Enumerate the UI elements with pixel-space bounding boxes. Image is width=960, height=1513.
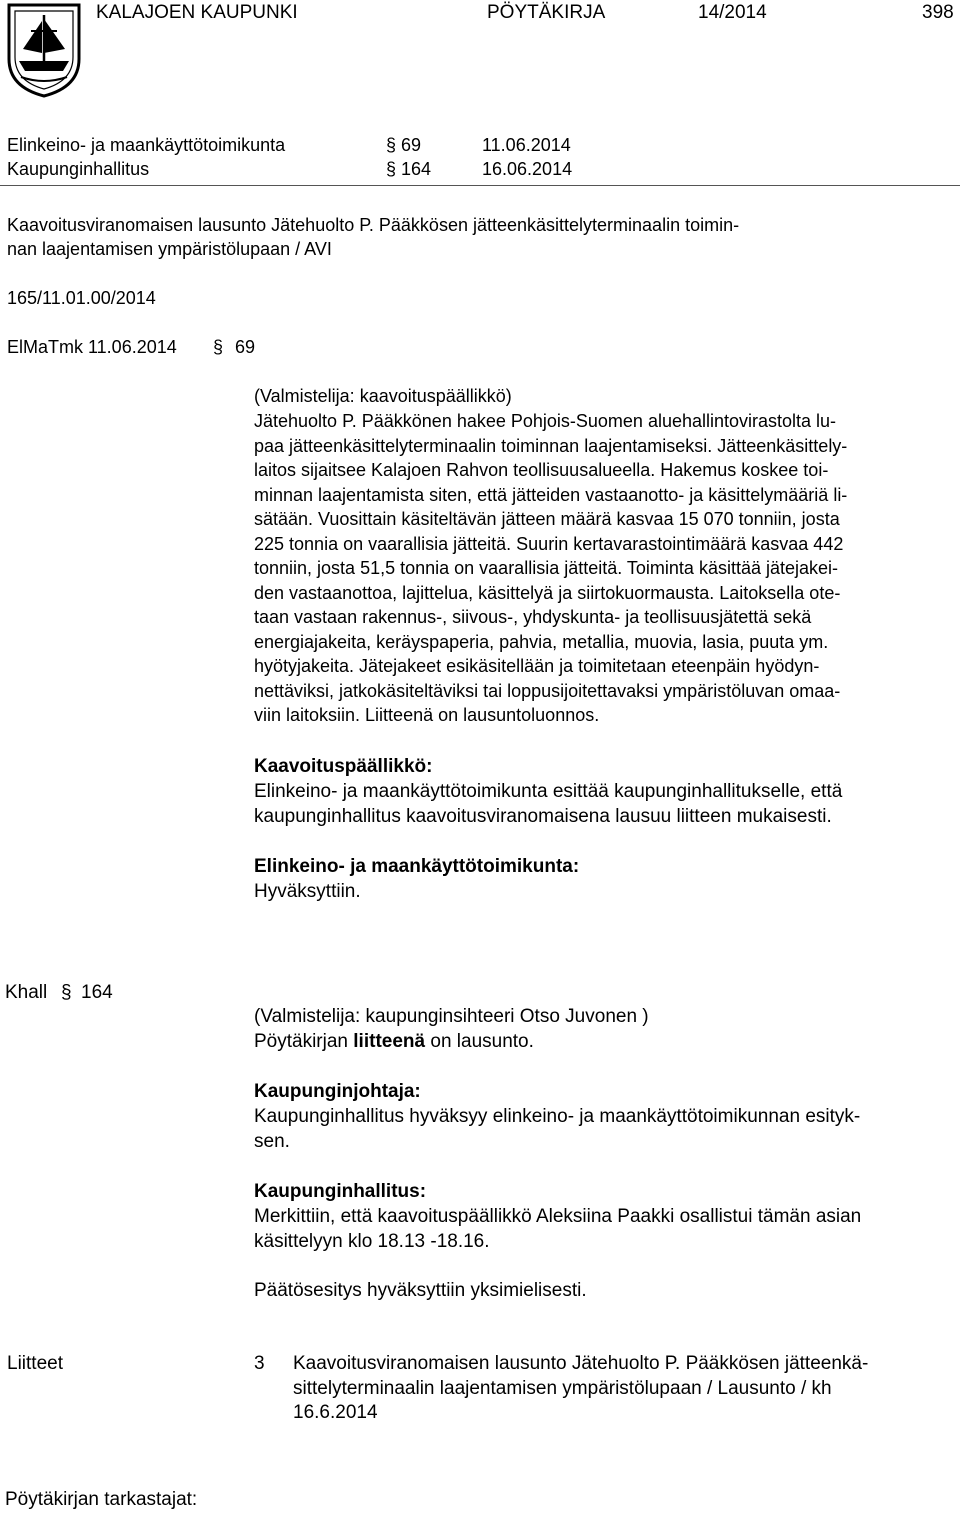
minutes-checkers-label: Pöytäkirjan tarkastajat:: [5, 1489, 198, 1510]
board-decision-heading: Kaupunginhallitus:: [254, 1181, 427, 1202]
document-number: 14/2014: [698, 2, 767, 23]
item-title-line: Kaavoitusviranomaisen lausunto Jätehuolto P. Pääkkösen jätteenkäsittelyterminaalin toimin-: [7, 215, 740, 235]
attachment-line: Kaavoitusviranomaisen lausunto Jätehuolto P. Pääkkösen jätteenkä-: [293, 1353, 869, 1374]
attachment-line: 16.6.2014: [293, 1402, 378, 1423]
attachments-label: Liitteet: [7, 1353, 63, 1374]
paragraph-line: den vastaanottoa, lajittelua, käsittelyä ja siirtokuormausta. Laitoksella ote-: [254, 582, 841, 603]
city-coat-of-arms-logo: [5, 1, 83, 99]
record-number: 165/11.01.00/2014: [7, 288, 156, 308]
meeting-date: 11.06.2014: [482, 135, 571, 155]
appendix-note-text: Pöytäkirjan: [254, 1031, 354, 1052]
paragraph-line: viin laitoksiin. Liitteenä on lausuntoluonnos.: [254, 705, 600, 725]
paragraph-line: tonniin, josta 51,5 tonnia on vaarallisia jätteitä. Toiminta käsittää jätejakei-: [254, 558, 839, 578]
preparer-note: (Valmistelija: kaavoituspäällikkö): [254, 386, 512, 406]
paragraph-line: minnan laajentamista siten, että jätteiden vastaanotto- ja käsittelymääriä li-: [254, 484, 848, 505]
manager-proposal-line: sen.: [254, 1131, 290, 1152]
appendix-note-bold: liitteenä: [353, 1031, 426, 1052]
final-decision: Päätösesitys hyväksyttiin yksimielisesti.: [254, 1280, 587, 1301]
item-title-line: nan laajentamisen ympäristölupaan / AVI: [7, 239, 332, 259]
board-label: Khall: [5, 982, 48, 1003]
committee-reference: ElMaTmk 11.06.2014: [7, 337, 177, 357]
appendix-note-text: on lausunto.: [425, 1031, 534, 1052]
paragraph-line: hyötyjakeita. Jätejakeet esikäsitellään ja toimitetaan eteenpäin hyödyn-: [254, 656, 820, 676]
attachment-number: 3: [254, 1353, 265, 1374]
manager-heading: Kaupunginjohtaja:: [254, 1081, 421, 1102]
board-section-number: 164: [81, 982, 113, 1003]
attachment-line: sittelyterminaalin laajentamisen ympäristölupaan / Lausunto / kh: [293, 1378, 832, 1399]
decision-heading: Elinkeino- ja maankäyttötoimikunta:: [254, 856, 580, 877]
appendix-note: [254, 1030, 534, 1055]
organization-name: KALAJOEN KAUPUNKI: [96, 2, 298, 23]
committee-section-number: 69: [235, 337, 256, 357]
paragraph-line: 225 tonnia on vaarallisia jätteitä. Suurin kertavarastointimäärä kasvaa 442: [254, 533, 844, 554]
meeting-body: Elinkeino- ja maankäyttötoimikunta: [7, 135, 286, 155]
document-type: PÖYTÄKIRJA: [487, 2, 606, 23]
board-preparer-note: (Valmistelija: kaupunginsihteeri Otso Juvonen ): [254, 1006, 649, 1027]
paragraph-line: laitos sijaitsee Kalajoen Rahvon teollisuusalueella. Hakemus koskee toi-: [254, 460, 829, 480]
paragraph-line: nettäviksi, jatkokäsiteltäviksi tai loppusijoitettavaksi ympäristöluvan omaa-: [254, 680, 841, 701]
meeting-section-number: 164: [401, 159, 432, 179]
header-divider: [0, 185, 960, 186]
proposal-line: kaupunginhallitus kaavoitusviranomaisena lausuu liitteen mukaisesti.: [254, 806, 832, 827]
section-sign-icon: §: [213, 337, 224, 357]
paragraph-line: sätään. Vuosittain käsiteltävän jätteen määrä kasvaa 15 070 tonniin, josta: [254, 509, 840, 529]
page-number: 398: [922, 2, 954, 23]
paragraph-line: Jätehuolto P. Pääkkönen hakee Pohjois-Suomen aluehallintovirastolta lu-: [254, 411, 837, 431]
paragraph-line: taan vastaan rakennus-, siivous-, yhdyskunta- ja teollisuusjätettä sekä: [254, 607, 812, 627]
paragraph-line: energiajakeita, keräyspaperia, pahvia, metallia, muovia, lasia, puuta ym.: [254, 631, 829, 652]
section-sign-icon: §: [386, 135, 397, 155]
board-decision-line: käsittelyyn klo 18.13 -18.16.: [254, 1231, 490, 1252]
description-paragraph: [254, 409, 919, 728]
proposal-line: Elinkeino- ja maankäyttötoimikunta esittää kaupunginhallitukselle, että: [254, 781, 843, 802]
board-decision-line: Merkittiin, että kaavoituspäällikkö Aleksiina Paakki osallistui tämän asian: [254, 1206, 862, 1227]
paragraph-line: paa jätteenkäsittelyterminaalin toiminnan laajentamiseksi. Jätteenkäsittely-: [254, 435, 848, 456]
section-sign-icon: §: [61, 982, 72, 1003]
proposal-heading: Kaavoituspäällikkö:: [254, 756, 433, 777]
manager-proposal-line: Kaupunginhallitus hyväksyy elinkeino- ja maankäyttötoimikunnan esityk-: [254, 1106, 861, 1127]
section-sign-icon: §: [386, 159, 397, 179]
meeting-section-number: 69: [401, 135, 422, 155]
meeting-date: 16.06.2014: [482, 159, 573, 179]
meeting-body: Kaupunginhallitus: [7, 159, 150, 179]
decision-text: Hyväksyttiin.: [254, 881, 361, 902]
